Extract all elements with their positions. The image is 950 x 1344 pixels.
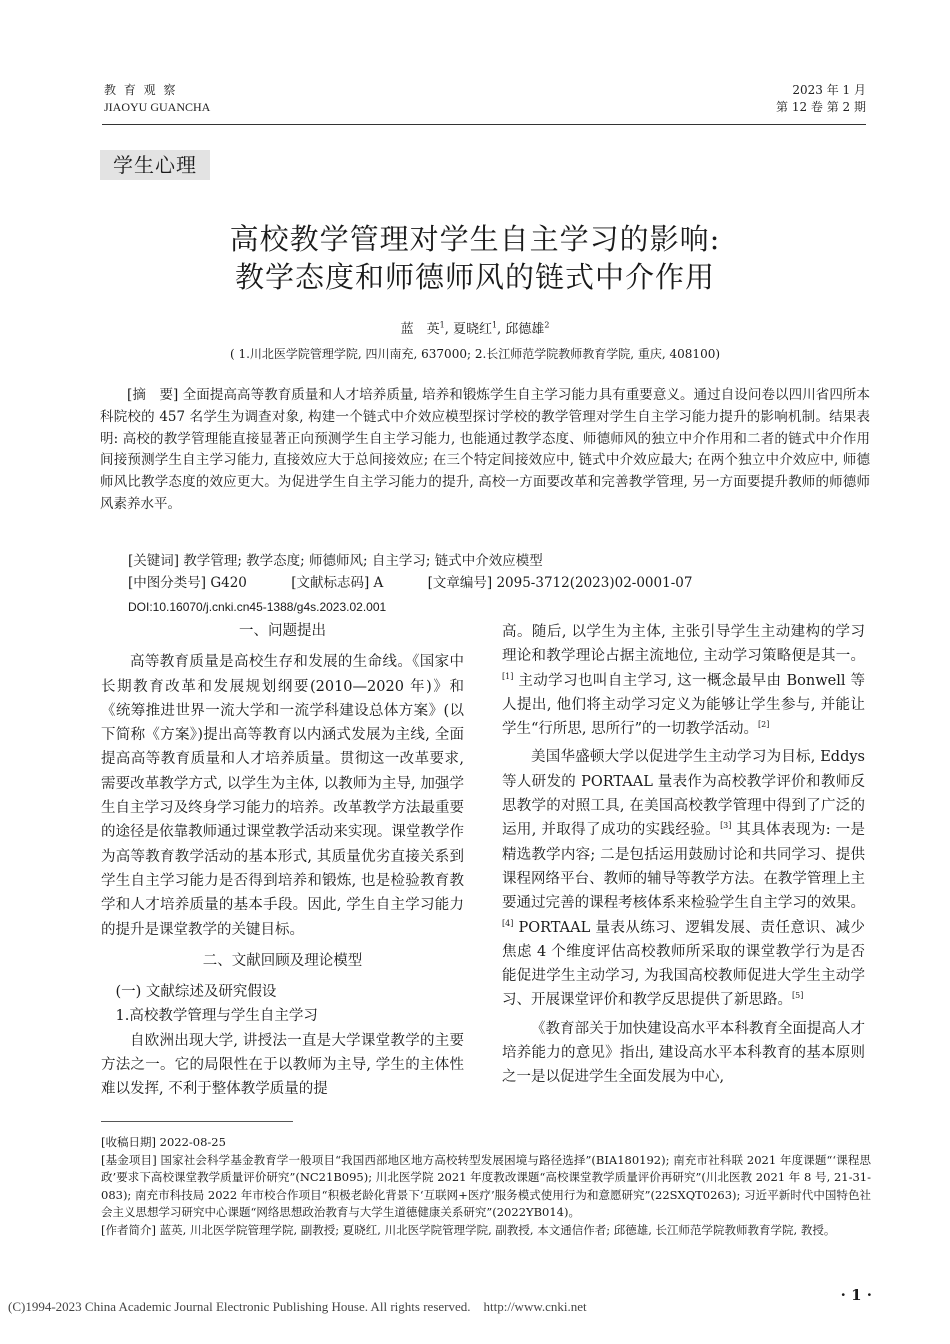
journal-header-right xyxy=(776,82,866,116)
paragraph-text: 高。随后, 以学生为主体, 主张引导学生主动建构的学习理论和教学理论占据主流地位, 主动学习策略便是其一。 xyxy=(502,624,865,665)
footnote-value: 2022-08-25 xyxy=(159,1135,226,1149)
footnote-value: 蓝英, 川北医学院管理学院, 副教授; 夏晓红, 川北医学院管理学院, 副教授, 本文通信作者; 邱德雄, 长江师范学院教师教育学院, 教授。 xyxy=(159,1222,836,1237)
subsection-heading: (一) 文献综述及研究假设 xyxy=(115,984,277,1001)
paragraph-text: PORTAAL 量表从练习、逻辑发展、责任意识、减少焦虑 4 个维度评估高校教师所采取的课堂教学行为是否能促进学生主动学习, 为我国高校教师促进大学生主动学习、开展课堂评价和教学反思提供了新思路。 xyxy=(502,919,865,1009)
left-column xyxy=(101,619,464,1102)
footnote-received xyxy=(101,1134,871,1152)
article-no-value: 2095-3712(2023)02-0001-07 xyxy=(496,575,693,591)
author-list xyxy=(0,320,950,340)
paragraph: 自欧洲出现大学, 讲授法一直是大学课堂教学的主要方法之一。它的局限性在于以教师为主导, 学生的主体性难以发挥, 不利于整体教学质量的提 xyxy=(101,1032,464,1098)
footnote-value: 国家社会科学基金教育学一般项目“我国西部地区地方高校转型发展困境与路径选择”(BIA180192); 南充市社科联 2021 年度课题“‘课程思政’要求下高校课堂教学质量评价研究”(NC21B095); 川北医学院 2021 年度教改课题“高校课堂教学质量评价再研究”(川北医教 2021 年 8 号, 21-31-083); 南充市科技局 2022 年市校合作项目“积极老龄化背景下‘互联网+医疗’服务模式使用行为和意愿研究”(22SXQT0263); 习近平新时代中国特色社会主义思想学习研究中心课题“网络思想政治教育与大学生道德健康关系研究”(2022YB014)。 xyxy=(101,1152,871,1219)
article-title-line2: 教学态度和师德师风的链式中介作用 xyxy=(234,260,715,294)
journal-name-en: JIAOYU GUANCHA xyxy=(104,100,211,114)
author-1-affil: 1 xyxy=(439,320,445,330)
citation-ref[interactable]: [4] xyxy=(502,918,514,928)
footnote-fund xyxy=(101,1152,871,1222)
citation-ref[interactable]: [3] xyxy=(720,821,732,831)
subsubsection-heading: 1.高校教学管理与学生自主学习 xyxy=(115,1008,318,1025)
journal-name-cn: 教 育 观 察 xyxy=(104,83,178,97)
author-2: , 夏晓红 xyxy=(444,322,492,337)
author-3-affil: 2 xyxy=(544,320,550,330)
affiliations: ( 1.川北医学院管理学院, 四川南充, 637000; 2.长江师范学院教师教育学院, 重庆, 408100) xyxy=(229,347,721,361)
author-3: , 邱德雄 xyxy=(497,322,545,337)
copyright-line: (C)1994-2023 China Academic Journal Electronic Publishing House. All rights reserved. http://www.cnki.net xyxy=(8,1299,587,1314)
section-heading-1: 一、问题提出 xyxy=(239,623,326,639)
footnote-author xyxy=(101,1222,871,1240)
classification-row xyxy=(128,572,692,594)
footnote-label: [作者简介] xyxy=(101,1222,156,1237)
right-column xyxy=(502,620,865,1090)
author-2-affil: 1 xyxy=(491,320,498,330)
paragraph: 高等教育质量是高校生存和发展的生命线。《国家中长期教育改革和发展规划纲要(2010—2020 年)》和《统筹推进世界一流大学和一流学科建设总体方案》(以下简称《方案》)提出高等教育以内涵式发展为主线, 全面提高高等教育质量和人才培养质量。贯彻这一改革要求, 需要改革教学方式, 以学生为主体, 以教师为主导, 加强学生自主学习及终身学习能力的培养。改革教学方法最重要的途径是依靠教师通过课堂教学活动来实现。课堂教学作为高等教育教学活动的基本形式, 其质量优劣直接关系到学生自主学习能力是否得到培养和锻炼, 也是检验教育教学和人才培养质量的基本手段。因此, 学生自主学习能力的提升是课堂教学的关键目标。 xyxy=(101,654,464,938)
abstract-text: 全面提高高等教育质量和人才培养质量, 培养和锻炼学生自主学习能力具有重要意义。通过自设问卷以四川省四所本科院校的 457 名学生为调查对象, 构建一个链式中介效应模型探讨学校的教学管理对学生自主学习能力提升的影响机制。结果表明: 高校的教学管理能直接显著正向预测学生自主学习能力, 也能通过教学态度、师德师风的独立中介作用和二者的链式中介作用间接预测学生自主学习能力, 直接效应大于总间接效应; 在三个特定间接效应中, 链式中介效应最大; 在两个独立中介效应中, 师德师风比教学态度的效应更大。为促进学生自主学习能力的提升, 高校一方面要改革和完善教学管理, 另一方面要提升教师的师德师风素养水平。 xyxy=(100,387,870,512)
footnote-label: [基金项目] xyxy=(101,1152,157,1167)
issue-date: 2023 年 1 月 xyxy=(792,83,866,97)
abstract-label: [摘 要] xyxy=(127,387,179,403)
paragraph-text: 主动学习也叫自主学习, 这一概念最早由 Bonwell 等人提出, 他们将主动学习定义为能够让学生参与, 并能让学生“行所思, 思所行”的一切教学活动。 xyxy=(502,672,865,738)
article-no-label: [文章编号] xyxy=(427,575,493,591)
footnote-rule xyxy=(101,1121,293,1122)
abstract xyxy=(100,385,870,516)
section-tag: 学生心理 xyxy=(100,150,210,180)
clc-label: [中图分类号] xyxy=(128,575,207,591)
keywords-text: 教学管理; 教学态度; 师德师风; 自主学习; 链式中介效应模型 xyxy=(183,553,543,569)
paragraph-text: 美国华盛顿大学以促进学生主动学习为目标, Eddys 等人研发的 PORTAAL 量表作为高校教学评价和教师反思教学的对照工具, 在美国高校教学管理中得到了广泛的运用, 并取得了成功的实践经验。 xyxy=(502,749,865,839)
doc-code-label: [文献标志码] xyxy=(291,575,370,591)
keywords-label: [关键词] xyxy=(128,553,180,569)
doc-code-value: A xyxy=(373,575,384,591)
keywords xyxy=(128,550,543,572)
header-rule xyxy=(102,124,866,125)
author-1: 蓝 英 xyxy=(400,322,440,337)
page-number: · 1 · xyxy=(840,1286,872,1304)
footnotes xyxy=(101,1134,871,1239)
journal-header-left xyxy=(104,82,210,116)
footnote-label: [收稿日期] xyxy=(101,1135,156,1149)
paragraph-text: 其具体表现为: 一是精选教学内容; 二是包括运用鼓励讨论和共同学习、提供课程网络平台、教师的辅导等教学方法。在教学管理上主要通过完善的课程考核体系来检验学生自主学习的效果。 xyxy=(502,822,866,912)
paragraph: 《教育部关于加快建设高水平本科教育全面提高人才培养能力的意见》指出, 建设高水平本科教育的基本原则之一是以促进学生全面发展为中心, xyxy=(502,1020,865,1086)
citation-ref[interactable]: [1] xyxy=(502,671,514,681)
doi: DOI:10.16070/j.cnki.cn45-1388/g4s.2023.02.001 xyxy=(128,600,387,614)
article-title-line1: 高校教学管理对学生自主学习的影响: xyxy=(229,222,721,256)
paragraph xyxy=(502,745,865,1012)
issue-volume: 第 12 卷 第 2 期 xyxy=(776,100,866,114)
paragraph xyxy=(502,620,865,741)
citation-ref[interactable]: [2] xyxy=(758,720,770,730)
clc-value: G420 xyxy=(210,575,247,591)
section-heading-2: 二、文献回顾及理论模型 xyxy=(202,952,363,969)
citation-ref[interactable]: [5] xyxy=(792,991,804,1001)
